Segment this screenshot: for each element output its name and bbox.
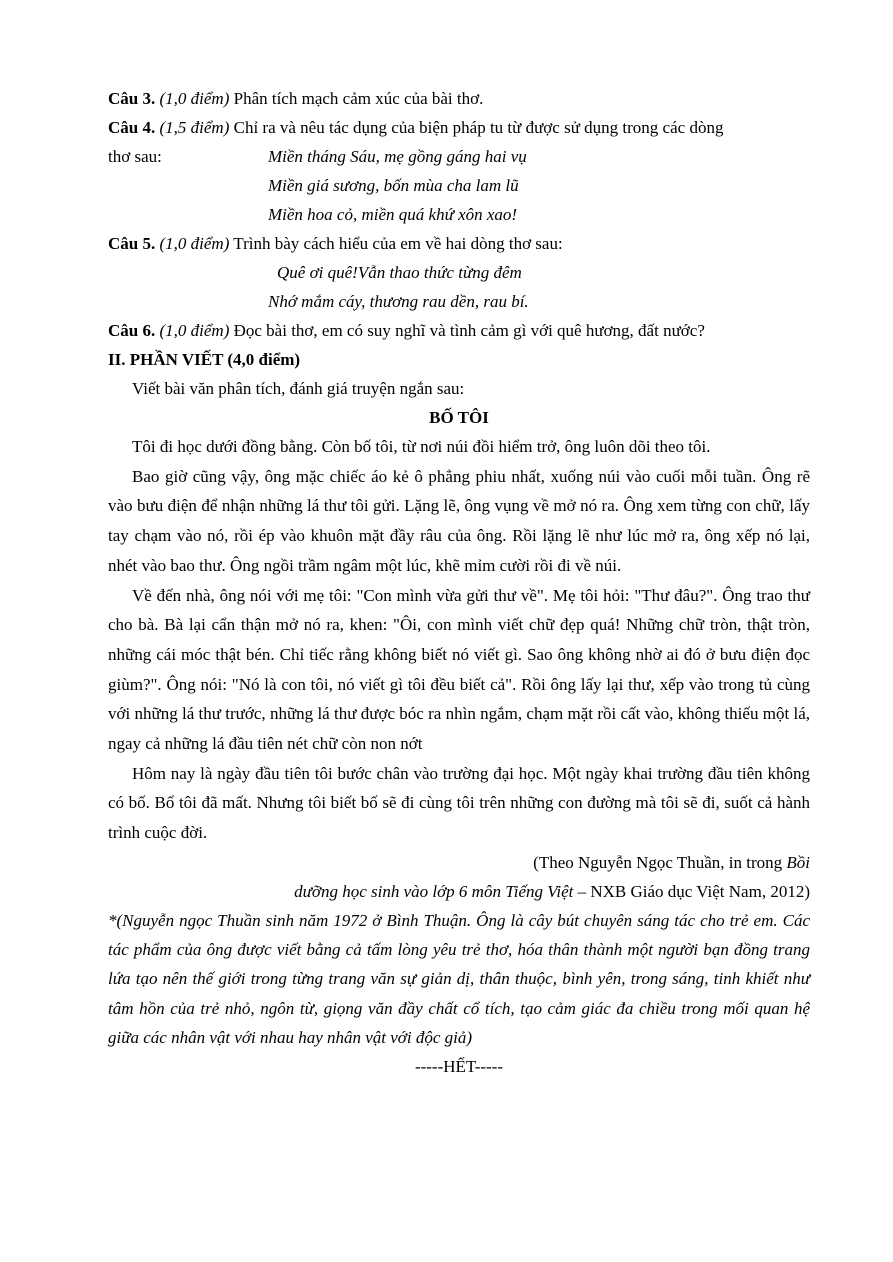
question-text: Trình bày cách hiểu của em về hai dòng thơ sau: bbox=[229, 234, 563, 253]
question-label: Câu 6. bbox=[108, 321, 156, 340]
question-continuation: thơ sau: bbox=[108, 147, 162, 166]
source-line-1: (Theo Nguyễn Ngọc Thuần, in trong Bồi bbox=[533, 852, 810, 872]
verse-line: Quê ơi quê!Vẫn thao thức từng đêm bbox=[277, 263, 522, 282]
question-text: Phân tích mạch cảm xúc của bài thơ. bbox=[229, 89, 484, 108]
verse-line: Miền tháng Sáu, mẹ gồng gáng hai vụ bbox=[268, 147, 527, 166]
question-label: Câu 4. bbox=[108, 118, 156, 137]
story-paragraph: Bao giờ cũng vậy, ông mặc chiếc áo kẻ ô phẳng phiu nhất, xuống núi vào cuối mỗi tuần. Ông rẽ vào bưu điện để nhận những lá thư tôi gửi. Lặng lẽ, ông vụng về mở nó ra. Ông xem từng con chữ, lấy tay chạm vào nó, rồi ép vào khuôn mặt đầy râu của ông. Rồi lặng lẽ như lúc mở ra, ông xếp nó lại, nhét vào bao thư. Ông ngồi trầm ngâm một lúc, khẽ mỉm cười rồi đi về núi. bbox=[108, 466, 810, 575]
question-label: Câu 5. bbox=[108, 234, 156, 253]
verse-line: Nhớ mắm cáy, thương rau dền, rau bí. bbox=[268, 292, 529, 311]
question-points: (1,0 điểm) bbox=[159, 321, 230, 340]
question-points: (1,0 điểm) bbox=[159, 89, 230, 108]
question-6 bbox=[108, 316, 810, 345]
question-5 bbox=[108, 229, 810, 258]
story-title: BỐ TÔI bbox=[429, 408, 489, 427]
story-paragraph: Tôi đi học dưới đồng bằng. Còn bố tôi, từ nơi núi đồi hiểm trở, ông luôn dõi theo tôi. bbox=[132, 437, 711, 456]
question-text: Đọc bài thơ, em có suy nghĩ và tình cảm gì với quê hương, đất nước? bbox=[229, 321, 705, 340]
exam-page bbox=[108, 84, 810, 1081]
question-3 bbox=[108, 84, 810, 113]
instruction: Viết bài văn phân tích, đánh giá truyện ngắn sau: bbox=[132, 379, 465, 398]
author-note: *(Nguyễn ngọc Thuần sinh năm 1972 ở Bình Thuận. Ông là cây bút chuyên sáng tác cho trẻ em. Các tác phẩm của ông được viết bằng cả tấm lòng yêu trẻ thơ, hóa thân thành một người bạn đồng trang lứa tạo nên thế giới trong từng trang văn sự giản dị, thân thuộc, bình yên, trong sáng, tinh khiết như tâm hồn của trẻ nhỏ, ngôn từ, giọng văn đầy chất cổ tích, tạo cảm giác đa chiều trong mối quan hệ giữa các nhân vật với nhau hay nhân vật với độc giả) bbox=[108, 910, 810, 1048]
question-4 bbox=[108, 113, 810, 142]
source-line-2: dưỡng học sinh vào lớp 6 môn Tiếng Việt – NXB Giáo dục Việt Nam, 2012) bbox=[294, 881, 810, 901]
question-points: (1,5 điểm) bbox=[159, 118, 230, 137]
verse-line: Miền hoa cỏ, miền quá khứ xôn xao! bbox=[268, 205, 518, 224]
story-paragraph: Hôm nay là ngày đầu tiên tôi bước chân vào trường đại học. Một ngày khai trường đầu tiên không có bố. Bố tôi đã mất. Nhưng tôi biết bố sẽ đi cùng tôi trên những con đường mà tôi sẽ đi, suốt cả hành trình cuộc đời. bbox=[108, 763, 810, 843]
question-text: Chỉ ra và nêu tác dụng của biện pháp tu từ được sử dụng trong các dòng bbox=[229, 118, 724, 137]
question-label: Câu 3. bbox=[108, 89, 156, 108]
question-4-verse-block bbox=[108, 142, 810, 171]
verse-line: Miền giá sương, bốn mùa cha lam lũ bbox=[268, 176, 519, 195]
story-paragraph: Về đến nhà, ông nói với mẹ tôi: "Con mình vừa gửi thư về". Mẹ tôi hỏi: "Thư đâu?". Ông trao thư cho bà. Bà lại cẩn thận mở nó ra, khen: "Ôi, con mình viết chữ đẹp quá! Những chữ tròn, thật tròn, những cái móc thật bén. Chỉ tiếc rằng không biết nó viết gì. Sao ông không nhờ ai đó ở bưu điện đọc giùm?". Ông nói: "Nó là con tôi, nó viết gì tôi đều biết cả". Rồi ông lấy lại thư, xếp vào trong tủ cùng với những lá thư trước, những lá thư được bóc ra nhìn ngắm, chạm mặt rồi cất vào, không thiếu một lá, ngay cả những lá đầu tiên nét chữ còn non nớt bbox=[108, 585, 810, 754]
end-mark: -----HẾT----- bbox=[414, 1057, 504, 1077]
section-heading: II. PHẦN VIẾT (4,0 điểm) bbox=[108, 350, 301, 369]
question-points: (1,0 điểm) bbox=[159, 234, 230, 253]
